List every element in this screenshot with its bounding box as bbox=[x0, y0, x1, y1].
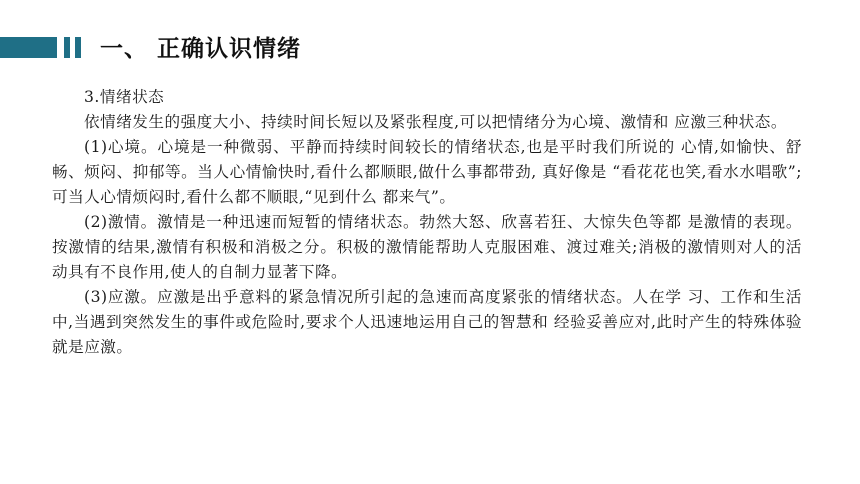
page-title: 一、 正确认识情绪 bbox=[100, 36, 302, 62]
paragraph-intro: 依情绪发生的强度大小、持续时间长短以及紧张程度,可以把情绪分为心境、激情和 应激三种状态。 bbox=[84, 113, 787, 131]
header-accent-stripe bbox=[75, 37, 81, 58]
header-accent-stripe bbox=[64, 37, 70, 58]
document-body bbox=[52, 85, 802, 360]
paragraph-passion: (2)激情。激情是一种迅速而短暂的情绪状态。勃然大怒、欣喜若狂、大惊失色等都 是激情的表现。按激情的结果,激情有积极和消极之分。积极的激情能帮助人克服困难、渡过难关;消极的激情则对人的活动具有不良作用,使人的自制力显著下降。 bbox=[52, 213, 802, 281]
paragraph-stress: (3)应激。应激是出乎意料的紧急情况所引起的急速而高度紧张的情绪状态。人在学 习、工作和生活中,当遇到突然发生的事件或危险时,要求个人迅速地运用自己的智慧和 经验妥善应对,此时产生的特殊体验就是应激。 bbox=[52, 288, 802, 356]
section-heading: 3.情绪状态 bbox=[84, 88, 165, 106]
header-accent-bar bbox=[0, 37, 57, 58]
paragraph-mood: (1)心境。心境是一种微弱、平静而持续时间较长的情绪状态,也是平时我们所说的 心情,如愉快、舒畅、烦闷、抑郁等。当人心情愉快时,看什么都顺眼,做什么事都带劲, 真好像是 “看花花也笑,看水水唱歌”;可当人心情烦闷时,看什么都不顺眼,“见到什么 都来气”。 bbox=[52, 138, 802, 206]
